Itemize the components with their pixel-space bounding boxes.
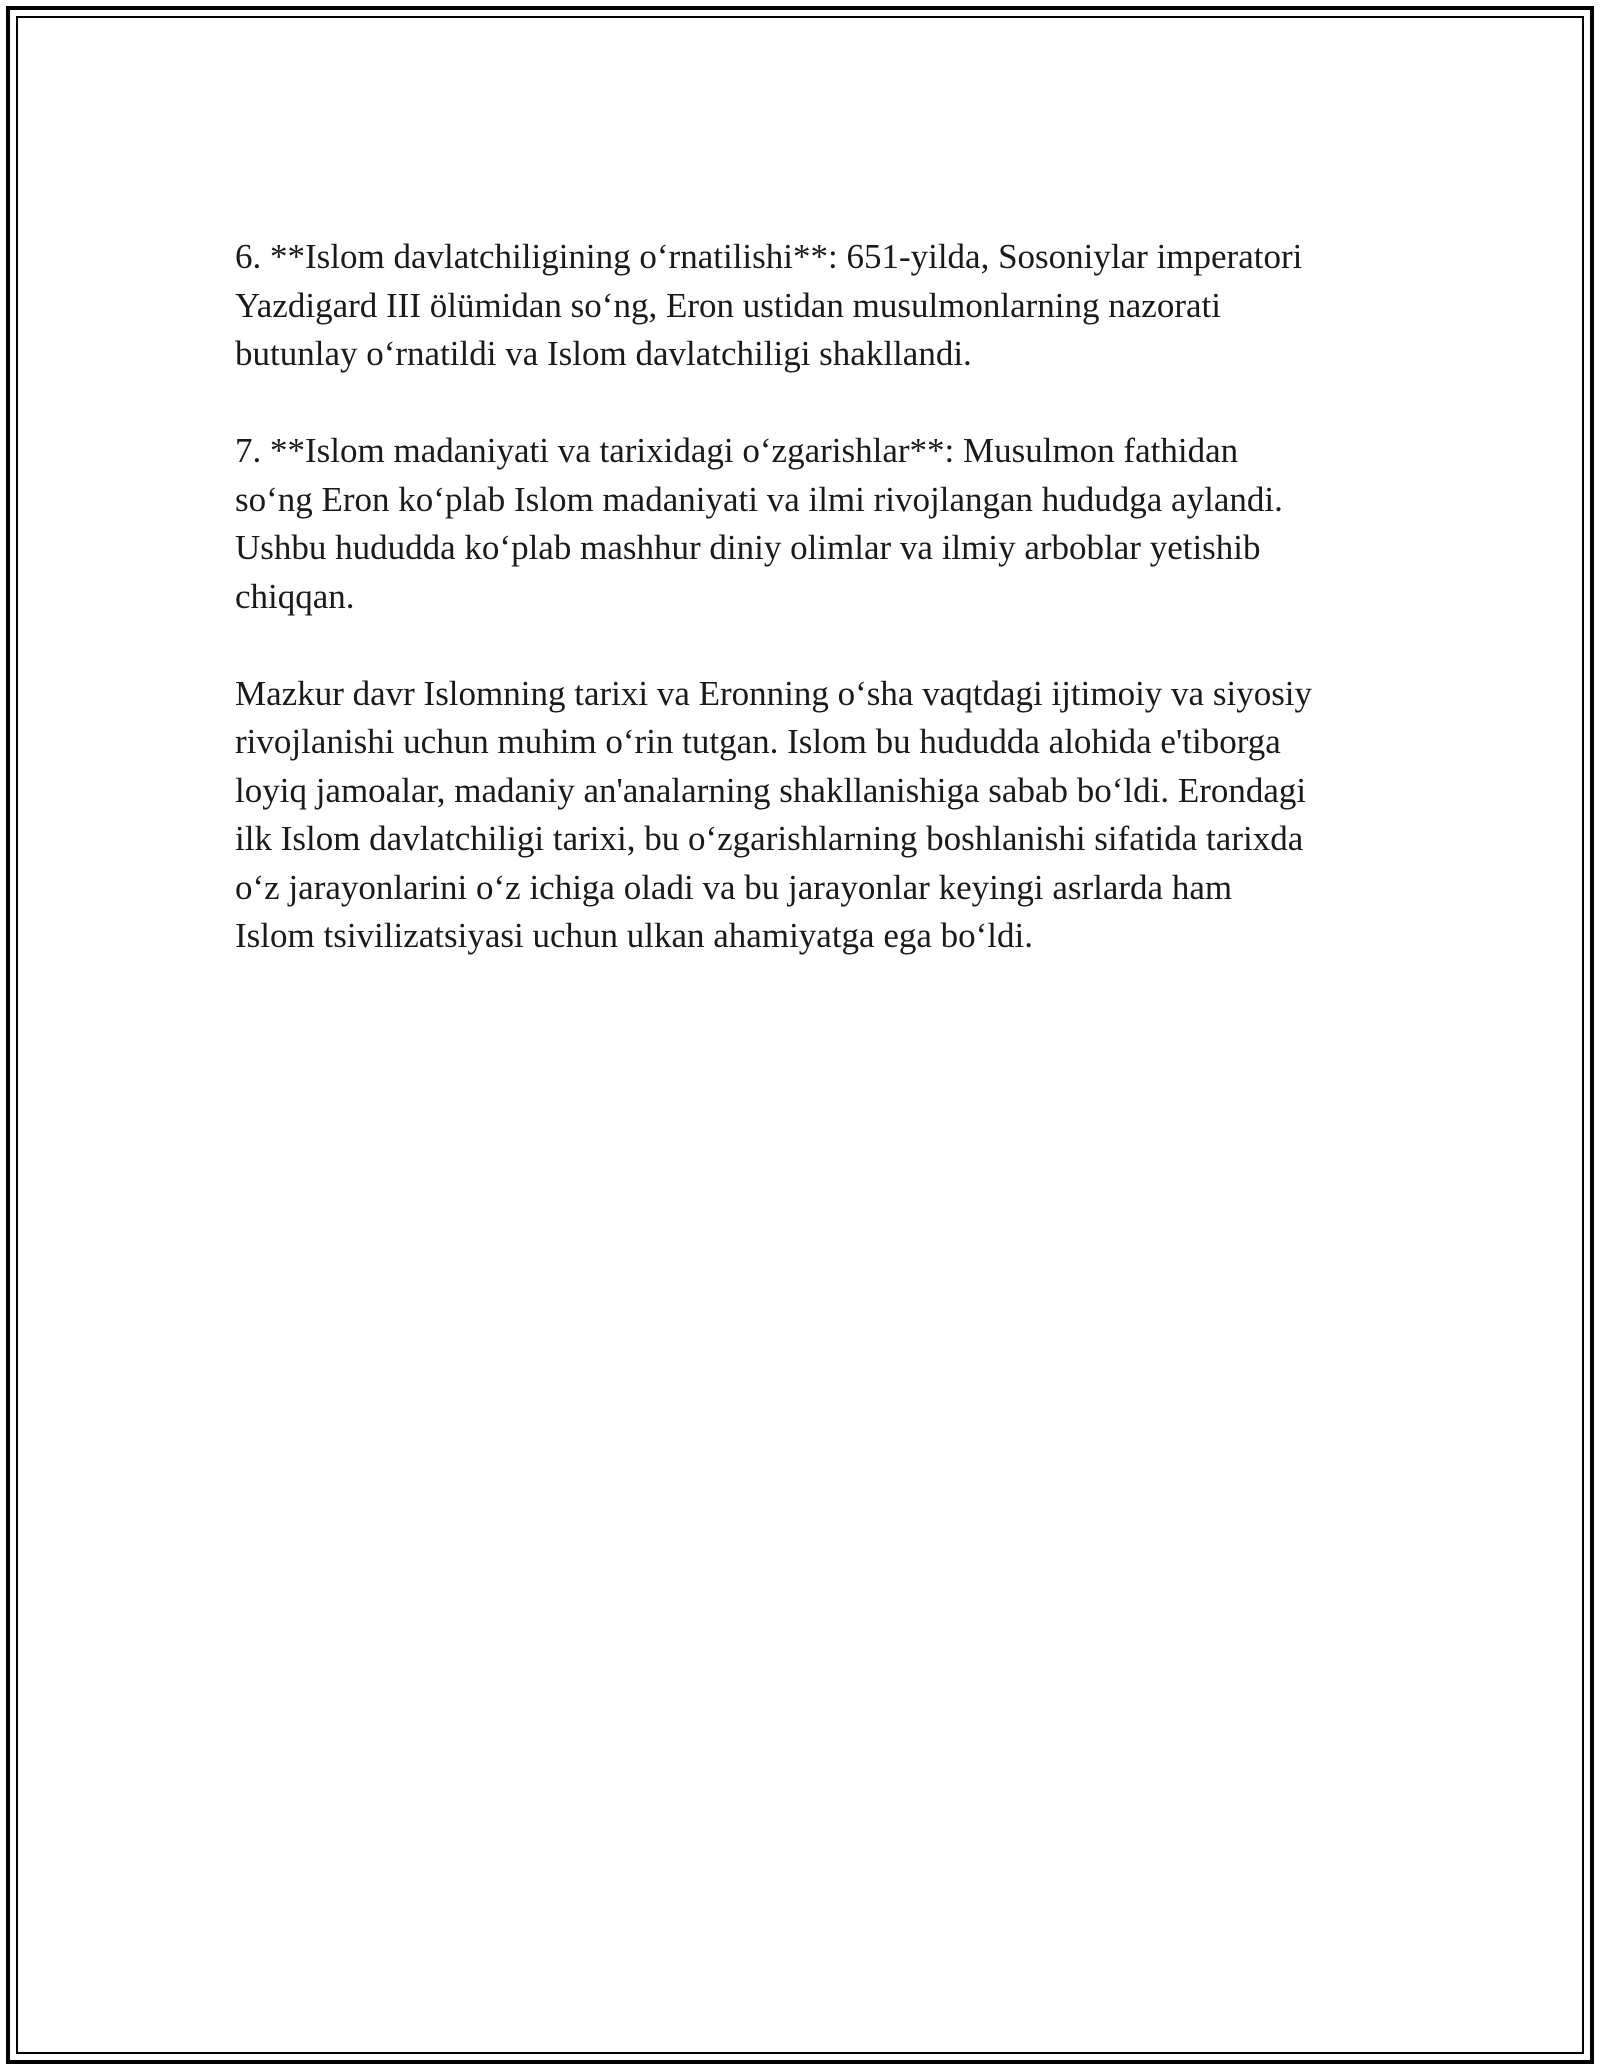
document-body <box>235 233 1385 1009</box>
paragraph-item-6: 6. **Islom davlatchiligining o‘rnatilishi**: 651-yilda, Sosoniylar imperatori Yazdigard III ölümidan so‘ng, Eron ustidan musulmonlarning nazorati butunlay o‘rnatildi va Islom davlatchiligi shakllandi. <box>235 237 1303 373</box>
paragraph-item-7: 7. **Islom madaniyati va tarixidagi o‘zgarishlar**: Musulmon fathidan so‘ng Eron ko‘plab Islom madaniyati va ilmi rivojlangan hududga aylandi. Ushbu hududda ko‘plab mashhur diniy olimlar va ilmiy arboblar yetishib chiqqan. <box>235 431 1283 616</box>
paragraph-conclusion: Mazkur davr Islomning tarixi va Eronning o‘sha vaqtdagi ijtimoiy va siyosiy rivojlanishi uchun muhim o‘rin tutgan. Islom bu hududda alohida e'tiborga loyiq jamoalar, madaniy an'analarning shakllanishiga sabab bo‘ldi. Erondagi ilk Islom davlatchiligi tarixi, bu o‘zgarishlarning boshlanishi sifatida tarixda o‘z jarayonlarini o‘z ichiga oladi va bu jarayonlar keyingi asrlarda ham Islom tsivilizatsiyasi uchun ulkan ahamiyatga ega bo‘ldi. <box>235 673 1313 955</box>
